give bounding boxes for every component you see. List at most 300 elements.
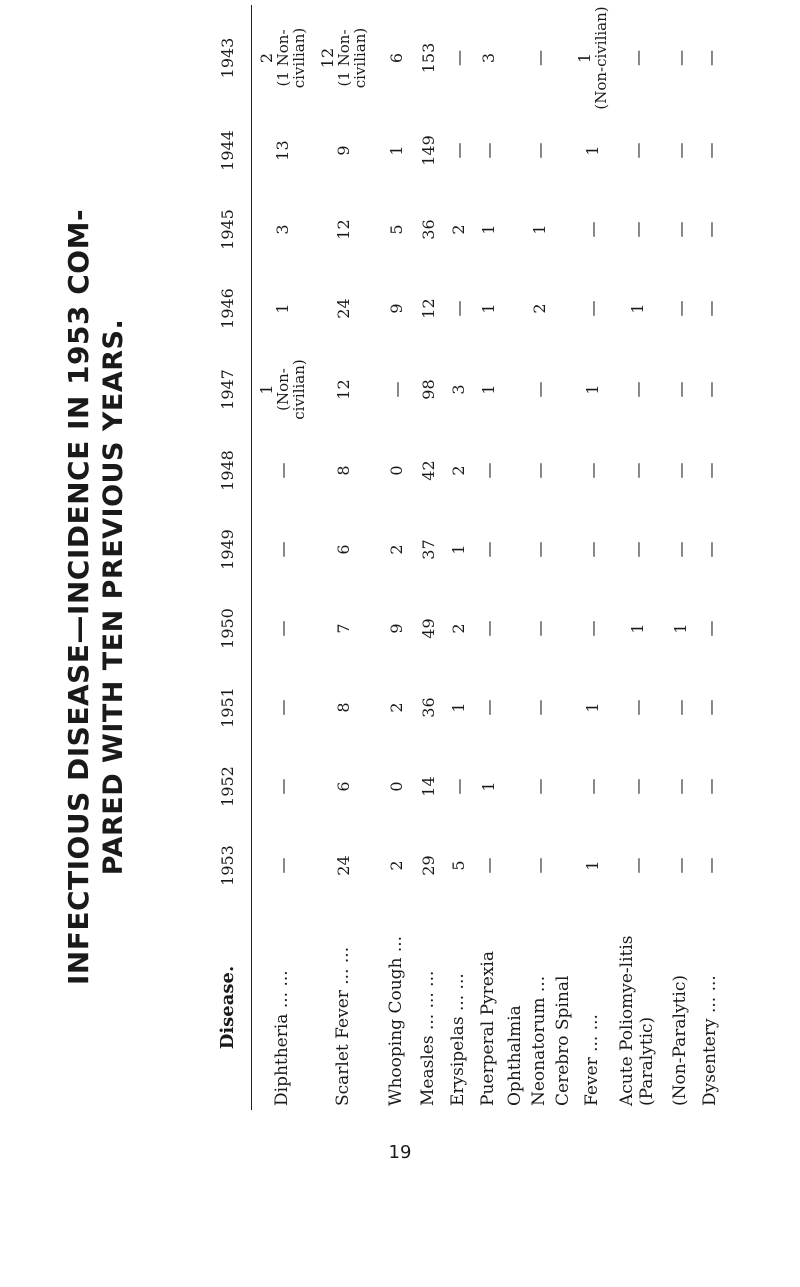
cell-1951 [444, 668, 474, 747]
cell-1949 [414, 510, 444, 589]
cell-value: — [529, 462, 549, 479]
cell-value: 9 [386, 623, 406, 634]
cell-value: — [478, 699, 498, 716]
cell-1953 [576, 826, 610, 905]
cell-1945 [380, 190, 414, 269]
cell-value: — [627, 462, 647, 479]
column-header-1944: 1944 [205, 111, 252, 190]
cell-value: — [448, 50, 468, 66]
cell-1946 [610, 269, 666, 348]
cell-value: 1 [582, 860, 602, 871]
table-row [610, 5, 666, 1110]
cell-value: 1 [529, 224, 549, 235]
cell-note: (1 Non-civilian) [274, 27, 309, 89]
cell-value: — [478, 620, 498, 637]
cell-value: — [670, 50, 690, 66]
cell-value: — [272, 857, 292, 874]
table-row [414, 5, 444, 1110]
disease-name: Cerebro Spinal [553, 975, 574, 1106]
cell-value: — [448, 778, 468, 795]
cell-1948 [444, 431, 474, 510]
cell-1950 [576, 589, 610, 668]
cell-1946 [504, 269, 528, 348]
cell-1945 [308, 190, 380, 269]
cell-value: — [700, 50, 720, 66]
cell-value: 5 [448, 860, 468, 871]
column-header-1945: 1945 [205, 190, 252, 269]
disease-name: Ophthalmia [505, 1005, 526, 1106]
cell-value: 1 [257, 384, 276, 395]
column-header-disease: Disease. [205, 905, 252, 1110]
cell-value: — [529, 857, 549, 874]
disease-name: Puerperal Pyrexia [478, 950, 499, 1106]
cell-value: — [529, 381, 549, 398]
cell-1950 [610, 589, 666, 668]
cell-1950 [380, 589, 414, 668]
cell-value: 6 [386, 52, 406, 64]
page-heading-line-2: PARED WITH TEN PREVIOUS YEARS. [98, 318, 129, 876]
cell-value: 2 [386, 544, 406, 555]
incidence-table [205, 5, 726, 1110]
table-row [504, 5, 528, 1110]
cell-value: — [478, 541, 498, 558]
cell-1944 [444, 111, 474, 190]
cell-1951 [696, 668, 726, 747]
cell-1952 [474, 747, 504, 826]
cell-1946 [696, 269, 726, 348]
cell-1952 [444, 747, 474, 826]
column-header-1947: 1947 [205, 348, 252, 431]
cell-value: — [478, 462, 498, 479]
cell-value: — [272, 699, 292, 716]
cell-value: 9 [386, 303, 406, 314]
cell-value: 2 [448, 465, 468, 476]
cell-1949 [474, 510, 504, 589]
cell-1947 [414, 348, 444, 431]
table-row [666, 5, 696, 1110]
cell-1952 [528, 747, 552, 826]
cell-1946 [576, 269, 610, 348]
cell-value: 1 [627, 303, 647, 314]
cell-1946 [444, 269, 474, 348]
table-row [552, 5, 576, 1110]
cell-value: — [700, 699, 720, 716]
cell-1949 [610, 510, 666, 589]
cell-1947 [474, 348, 504, 431]
cell-value: 29 [418, 855, 438, 876]
cell-1953 [610, 826, 666, 905]
cell-1949 [504, 510, 528, 589]
cell-1950 [474, 589, 504, 668]
cell-1952 [610, 747, 666, 826]
cell-1943 [610, 5, 666, 111]
cell-1948 [666, 431, 696, 510]
cell-1943 [552, 5, 576, 111]
cell-1950 [552, 589, 576, 668]
table-row [308, 5, 380, 1110]
cell-1953 [504, 826, 528, 905]
cell-1945 [444, 190, 474, 269]
cell-1946 [528, 269, 552, 348]
cell-1944 [474, 111, 504, 190]
cell-1949 [380, 510, 414, 589]
table-row [528, 5, 552, 1110]
cell-1943 [666, 5, 696, 111]
cell-1948 [696, 431, 726, 510]
cell-value: 1 [574, 52, 594, 64]
cell-value: 149 [418, 135, 438, 166]
cell-value: — [627, 541, 647, 558]
cell-1944 [528, 111, 552, 190]
cell-1953 [380, 826, 414, 905]
cell-1953 [414, 826, 444, 905]
cell-value: — [670, 300, 690, 317]
cell-1945 [528, 190, 552, 269]
cell-value: 1 [448, 702, 468, 713]
cell-value: — [478, 142, 498, 159]
cell-value: — [627, 699, 647, 716]
cell-value: — [700, 778, 720, 795]
cell-1945 [414, 190, 444, 269]
cell-1946 [666, 269, 696, 348]
cell-1948 [528, 431, 552, 510]
cell-value: — [627, 381, 647, 398]
cell-value: 1 [670, 623, 690, 634]
cell-value: — [448, 142, 468, 159]
cell-1950 [504, 589, 528, 668]
cell-value: — [670, 857, 690, 874]
cell-value: 153 [418, 42, 438, 74]
cell-value: — [627, 778, 647, 795]
cell-1951 [474, 668, 504, 747]
disease-name: Erysipelas ... ... [448, 973, 469, 1106]
cell-1952 [308, 747, 380, 826]
cell-1951 [252, 668, 308, 747]
cell-value: — [529, 142, 549, 159]
disease-name: Measles ... ... ... [418, 970, 439, 1106]
cell-value: 1 [582, 145, 602, 156]
column-header-1946: 1946 [205, 269, 252, 348]
cell-1947 [504, 348, 528, 431]
cell-1953 [252, 826, 308, 905]
disease-name: Dysentery ... ... [700, 975, 721, 1106]
disease-name: Diphtheria ... ... [272, 970, 293, 1106]
cell-value: — [700, 620, 720, 637]
cell-1953 [696, 826, 726, 905]
cell-1948 [610, 431, 666, 510]
cell-1952 [380, 747, 414, 826]
column-header-1953: 1953 [205, 826, 252, 905]
cell-value: — [478, 857, 498, 874]
cell-value: 49 [418, 618, 438, 639]
cell-1947 [380, 348, 414, 431]
table-header-row [205, 5, 252, 1110]
cell-1947 [252, 348, 308, 431]
cell-1945 [610, 190, 666, 269]
cell-value: — [529, 541, 549, 558]
cell-1947 [696, 348, 726, 431]
cell-1953 [552, 826, 576, 905]
cell-1952 [696, 747, 726, 826]
cell-1951 [552, 668, 576, 747]
cell-1951 [380, 668, 414, 747]
cell-1947 [444, 348, 474, 431]
cell-value: 1 [582, 384, 602, 395]
cell-value: 8 [333, 465, 353, 476]
cell-value: — [700, 142, 720, 159]
cell-value: — [529, 620, 549, 637]
cell-1952 [576, 747, 610, 826]
cell-1945 [576, 190, 610, 269]
cell-value: 1 [478, 384, 498, 395]
cell-value: 7 [333, 623, 353, 634]
cell-value: 42 [418, 460, 438, 481]
cell-1943 [380, 5, 414, 111]
cell-1953 [474, 826, 504, 905]
cell-1950 [696, 589, 726, 668]
cell-value: — [700, 381, 720, 398]
column-header-1949: 1949 [205, 510, 252, 589]
cell-value: 1 [386, 145, 406, 156]
cell-value: — [670, 462, 690, 479]
cell-1943 [444, 5, 474, 111]
cell-value: 2 [448, 623, 468, 634]
cell-value: — [670, 541, 690, 558]
table-row [380, 5, 414, 1110]
cell-value: — [700, 541, 720, 558]
cell-1950 [444, 589, 474, 668]
cell-1944 [696, 111, 726, 190]
cell-1944 [414, 111, 444, 190]
cell-1949 [576, 510, 610, 589]
cell-1945 [696, 190, 726, 269]
cell-1945 [552, 190, 576, 269]
cell-value: — [529, 50, 549, 66]
cell-value: 2 [448, 224, 468, 235]
cell-1948 [576, 431, 610, 510]
cell-1949 [444, 510, 474, 589]
cell-1949 [308, 510, 380, 589]
cell-value: 3 [448, 384, 468, 395]
cell-1953 [666, 826, 696, 905]
cell-1953 [528, 826, 552, 905]
cell-value: 98 [418, 379, 438, 400]
cell-value: — [670, 221, 690, 238]
cell-value: 6 [333, 781, 353, 792]
column-header-1948: 1948 [205, 431, 252, 510]
cell-1948 [552, 431, 576, 510]
cell-1945 [252, 190, 308, 269]
cell-value: — [272, 541, 292, 558]
cell-value: 14 [418, 776, 438, 797]
disease-name: Whooping Cough ... [386, 935, 407, 1106]
cell-value: — [670, 142, 690, 159]
cell-value: — [272, 620, 292, 637]
cell-1947 [576, 348, 610, 431]
table-row [696, 5, 726, 1110]
cell-1952 [414, 747, 444, 826]
cell-1944 [380, 111, 414, 190]
cell-value: 1 [627, 623, 647, 634]
cell-1951 [308, 668, 380, 747]
cell-1948 [504, 431, 528, 510]
cell-value: — [582, 778, 602, 795]
cell-1951 [528, 668, 552, 747]
cell-value: 2 [529, 303, 549, 314]
disease-name: Neonatorum ... [529, 975, 550, 1106]
cell-value: 36 [418, 219, 438, 240]
cell-1944 [504, 111, 528, 190]
cell-value: — [448, 300, 468, 317]
cell-1944 [252, 111, 308, 190]
cell-value: 1 [478, 224, 498, 235]
cell-note: (1 Non-civilian) [335, 27, 370, 89]
cell-1950 [666, 589, 696, 668]
cell-value: — [700, 221, 720, 238]
cell-1943 [696, 5, 726, 111]
cell-value: 2 [386, 702, 406, 713]
cell-value: 24 [333, 298, 353, 319]
cell-1947 [666, 348, 696, 431]
cell-note: (Non-civilian) [274, 359, 309, 420]
cell-1948 [308, 431, 380, 510]
cell-value: — [670, 699, 690, 716]
cell-1953 [308, 826, 380, 905]
cell-1951 [576, 668, 610, 747]
cell-1946 [474, 269, 504, 348]
cell-1952 [252, 747, 308, 826]
cell-1945 [474, 190, 504, 269]
cell-value: — [670, 778, 690, 795]
cell-value: — [529, 699, 549, 716]
cell-value: 8 [333, 702, 353, 713]
cell-value: 3 [478, 52, 498, 64]
cell-1949 [552, 510, 576, 589]
cell-value: 6 [333, 544, 353, 555]
cell-value: — [700, 300, 720, 317]
page-number: 19 [388, 1142, 412, 1163]
cell-value: — [670, 381, 690, 398]
cell-1946 [252, 269, 308, 348]
cell-1951 [504, 668, 528, 747]
cell-value: 1 [478, 781, 498, 792]
cell-1943 [576, 5, 610, 111]
column-header-1951: 1951 [205, 668, 252, 747]
cell-1952 [552, 747, 576, 826]
page-heading-line-1: INFECTIOUS DISEASE—INCIDENCE IN 1953 COM- [62, 208, 95, 986]
cell-1946 [380, 269, 414, 348]
cell-value: — [582, 541, 602, 558]
cell-value: — [386, 381, 406, 398]
cell-value: 2 [386, 860, 406, 871]
cell-value: 37 [418, 539, 438, 560]
cell-value: 12 [317, 47, 337, 69]
cell-1946 [414, 269, 444, 348]
table-row [474, 5, 504, 1110]
cell-value: 3 [272, 224, 292, 235]
cell-value: — [627, 50, 647, 66]
cell-1943 [252, 5, 308, 111]
cell-value: 24 [333, 855, 353, 876]
cell-1948 [474, 431, 504, 510]
cell-value: 12 [333, 379, 353, 400]
cell-1949 [252, 510, 308, 589]
cell-1943 [474, 5, 504, 111]
cell-value: 12 [418, 298, 438, 319]
cell-1943 [414, 5, 444, 111]
cell-value: — [582, 620, 602, 637]
table-row [444, 5, 474, 1110]
cell-1944 [308, 111, 380, 190]
cell-1948 [380, 431, 414, 510]
cell-1946 [308, 269, 380, 348]
column-header-1950: 1950 [205, 589, 252, 668]
disease-name: Scarlet Fever ... ... [333, 946, 354, 1106]
cell-value: 0 [386, 465, 406, 476]
cell-1945 [666, 190, 696, 269]
cell-value: 1 [478, 303, 498, 314]
cell-1947 [552, 348, 576, 431]
cell-value: 9 [333, 145, 353, 156]
cell-1944 [552, 111, 576, 190]
cell-1951 [610, 668, 666, 747]
cell-value: 2 [257, 52, 276, 64]
cell-1950 [252, 589, 308, 668]
cell-1947 [528, 348, 552, 431]
cell-value: — [700, 857, 720, 874]
disease-name: Fever ... ... [582, 1014, 603, 1106]
cell-1943 [528, 5, 552, 111]
cell-1950 [308, 589, 380, 668]
cell-value: 1 [272, 303, 292, 314]
cell-1952 [504, 747, 528, 826]
cell-1944 [610, 111, 666, 190]
cell-1947 [610, 348, 666, 431]
cell-value: — [582, 300, 602, 317]
cell-1952 [666, 747, 696, 826]
table-row [252, 5, 308, 1110]
cell-value: 36 [418, 697, 438, 718]
cell-1950 [528, 589, 552, 668]
cell-1945 [504, 190, 528, 269]
cell-1948 [414, 431, 444, 510]
disease-name: Acute Poliomye-litis (Paralytic) [617, 935, 658, 1106]
cell-1951 [414, 668, 444, 747]
cell-value: — [700, 462, 720, 479]
cell-value: 1 [582, 702, 602, 713]
column-header-1952: 1952 [205, 747, 252, 826]
column-header-1943: 1943 [205, 5, 252, 111]
disease-name: (Non-Paralytic) [670, 975, 691, 1106]
cell-value: 13 [272, 140, 292, 161]
cell-value: — [582, 462, 602, 479]
cell-1951 [666, 668, 696, 747]
cell-1950 [414, 589, 444, 668]
cell-1944 [666, 111, 696, 190]
cell-note: (Non-civilian) [592, 6, 611, 110]
cell-1949 [528, 510, 552, 589]
cell-1949 [696, 510, 726, 589]
cell-1944 [576, 111, 610, 190]
cell-value: — [272, 462, 292, 479]
cell-1943 [308, 5, 380, 111]
cell-1943 [504, 5, 528, 111]
cell-1949 [666, 510, 696, 589]
cell-1948 [252, 431, 308, 510]
cell-value: 12 [333, 219, 353, 240]
cell-value: — [582, 221, 602, 238]
cell-value: 1 [448, 544, 468, 555]
